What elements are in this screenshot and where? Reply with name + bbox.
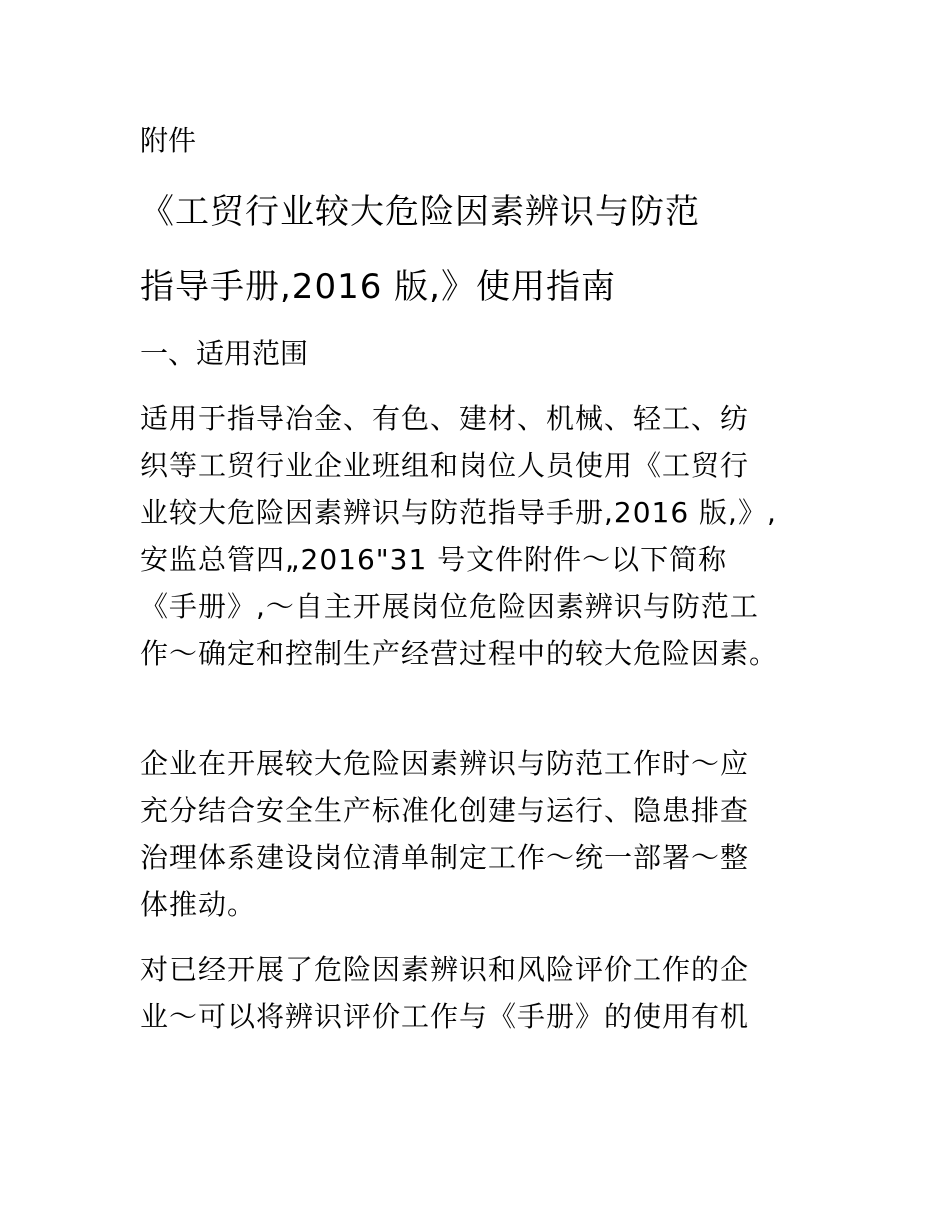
paragraph-line: 企业在开展较大危险因素辨识与防范工作时～应 [140, 747, 750, 780]
paragraph-line: 充分结合安全生产标准化创建与运行、隐患排查 [140, 794, 750, 827]
section-heading: 一、适用范围 [140, 337, 309, 370]
paragraph-line: 对已经开展了危险因素辨识和风险评价工作的企 [140, 953, 750, 986]
paragraph-line: 安监总管四„2016"31 号文件附件～以下简称 [140, 543, 728, 576]
paragraph-line: 作～确定和控制生产经营过程中的较大危险因素。 [140, 637, 779, 670]
document-title-line-1: 《工贸行业较大危险因素辨识与防范 [140, 192, 700, 232]
paragraph-line: 治理体系建设岗位清单制定工作～统一部署～整 [140, 841, 750, 874]
paragraph-line: 体推动。 [140, 888, 257, 921]
paragraph-line: 业～可以将辨识评价工作与《手册》的使用有机 [140, 1000, 750, 1033]
paragraph-line: 适用于指导冶金、有色、建材、机械、轻工、纺 [140, 402, 750, 435]
paragraph-line: 织等工贸行业企业班组和岗位人员使用《工贸行 [140, 449, 750, 482]
paragraph-line: 业较大危险因素辨识与防范指导手册,2016 版,》, [140, 496, 777, 529]
paragraph-line: 《手册》,～自主开展岗位危险因素辨识与防范工 [140, 590, 759, 623]
document-title-line-2: 指导手册,2016 版,》使用指南 [140, 267, 616, 307]
attachment-label: 附件 [140, 124, 197, 157]
